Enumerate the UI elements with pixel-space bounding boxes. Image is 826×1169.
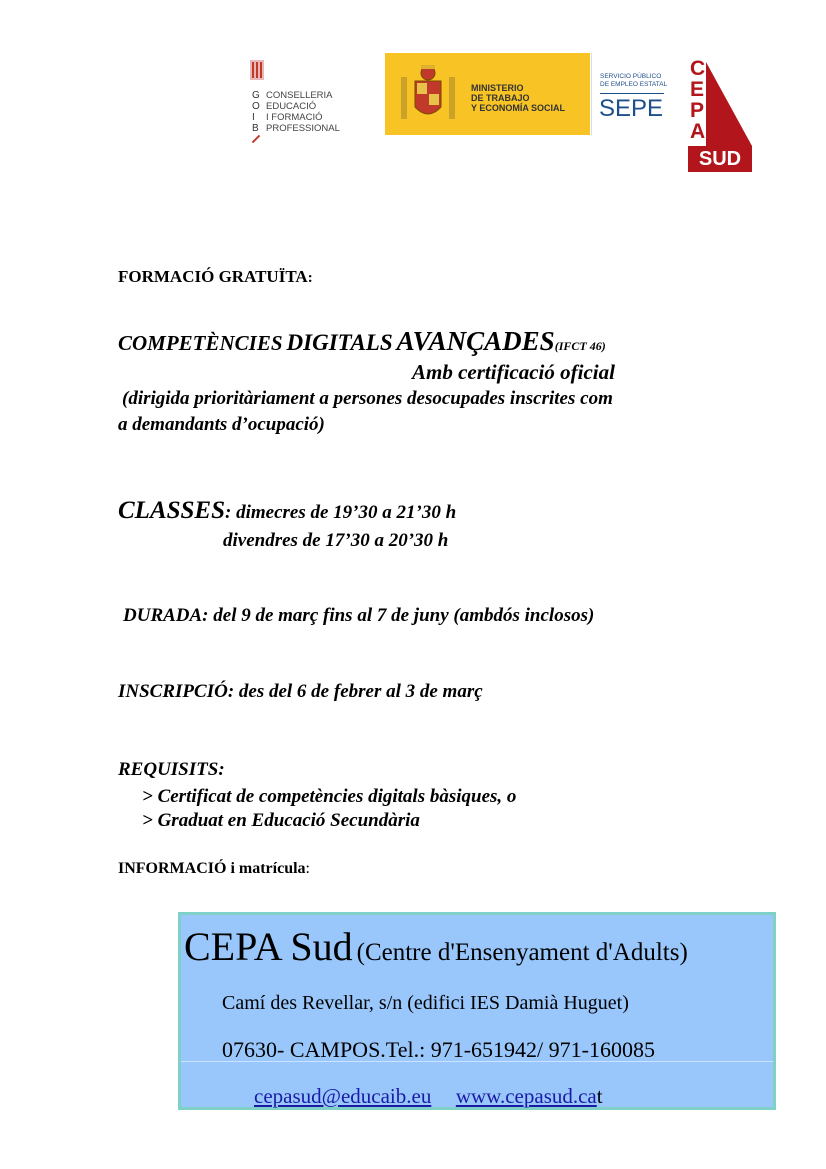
ministerio-text <box>471 83 565 113</box>
classes-line1 <box>118 497 456 525</box>
course-title-word: COMPETÈNCIES <box>118 331 283 355</box>
cepa-subtitle: (Centre d'Ensenyament d'Adults) <box>356 939 688 966</box>
cepa-title-line <box>184 923 688 970</box>
goib-letter: O <box>252 101 260 112</box>
goib-logo <box>248 60 358 155</box>
links-line <box>254 1084 603 1109</box>
sepe-small-line: SERVICIO PÚBLICO <box>600 73 662 80</box>
cepa-letter: C <box>690 57 706 80</box>
registration-line: INSCRIPCIÓ: des del 6 de febrer al 3 de març <box>118 681 483 702</box>
certification-line: Amb certificació oficial <box>412 360 615 384</box>
goib-emblem-icon <box>250 60 264 80</box>
heading-colon: : <box>307 270 313 286</box>
requirements-label: REQUISITS: <box>118 759 225 780</box>
course-title-word: DIGITALS <box>286 330 393 355</box>
coat-of-arms-icon <box>397 63 459 127</box>
sepe-name: SEPE <box>599 95 664 122</box>
cepa-letter: A <box>690 120 706 143</box>
goib-letters <box>252 90 260 134</box>
classes-label: CLASSES <box>118 497 226 524</box>
target-audience-line1: (dirigida prioritàriament a persones desocupades inscrites com <box>122 388 613 409</box>
sepe-divider <box>600 93 664 94</box>
goib-line: CONSELLERIA <box>266 90 333 101</box>
ministerio-line: DE TRABAJO <box>471 93 530 103</box>
duration-line: DURADA: del 9 de març fins al 7 de juny (ambdós inclosos) <box>123 605 595 626</box>
website-tail: t <box>596 1084 603 1108</box>
ministerio-line: MINISTERIO <box>471 83 524 93</box>
goib-letter: B <box>252 123 259 134</box>
contact-info-box <box>178 912 776 1110</box>
info-label <box>118 860 310 878</box>
cepa-triangle-icon <box>706 62 752 146</box>
goib-line: I FORMACIÓ <box>266 112 323 123</box>
cepa-letter: P <box>690 99 705 122</box>
sepe-logo <box>591 53 676 135</box>
ministerio-line: Y ECONOMÍA SOCIAL <box>471 103 566 113</box>
goib-line: EDUCACIÓ <box>266 101 317 112</box>
goib-line: PROFESSIONAL <box>266 123 340 134</box>
course-code: (IFCT 46) <box>554 339 606 353</box>
phone-line: 07630- CAMPOS.Tel.: 971-651942/ 971-160085 <box>222 1037 655 1062</box>
cepa-sud-label: SUD <box>688 146 752 172</box>
cepa-letters <box>690 58 705 142</box>
cepa-name: CEPA Sud <box>184 924 353 969</box>
course-title-word: AVANÇADES <box>396 326 555 356</box>
free-training-heading <box>118 267 313 287</box>
email-link[interactable]: cepasud@educaib.eu <box>254 1084 432 1108</box>
cepa-sud-logo <box>688 58 754 174</box>
course-title <box>118 326 606 357</box>
goib-text <box>266 90 340 134</box>
requirement-item: > Certificat de competències digitals bàsiques, o <box>142 786 517 807</box>
cepa-letter: E <box>690 78 705 101</box>
goib-slash-mark <box>252 135 260 143</box>
sepe-small-text <box>600 73 667 89</box>
heading-text: FORMACIÓ GRATUÏTA <box>118 267 308 286</box>
sepe-small-line: DE EMPLEO ESTATAL <box>600 81 668 88</box>
target-audience-line2: a demandants d’ocupació) <box>118 414 325 435</box>
website-link[interactable]: www.cepasud.ca <box>455 1084 597 1108</box>
info-label-colon: : <box>305 860 310 877</box>
ministerio-logo <box>385 53 590 135</box>
goib-letter: I <box>252 112 255 123</box>
address-line: Camí des Revellar, s/n (edifici IES Damià Huguet) <box>222 992 629 1014</box>
info-label-text: INFORMACIÓ i matrícula <box>118 860 306 877</box>
requirement-item: > Graduat en Educació Secundària <box>142 810 420 831</box>
classes-schedule-2: divendres de 17’30 a 20’30 h <box>223 530 449 551</box>
classes-schedule-1: : dimecres de 19’30 a 21’30 h <box>225 502 457 523</box>
goib-letter: G <box>252 90 260 101</box>
